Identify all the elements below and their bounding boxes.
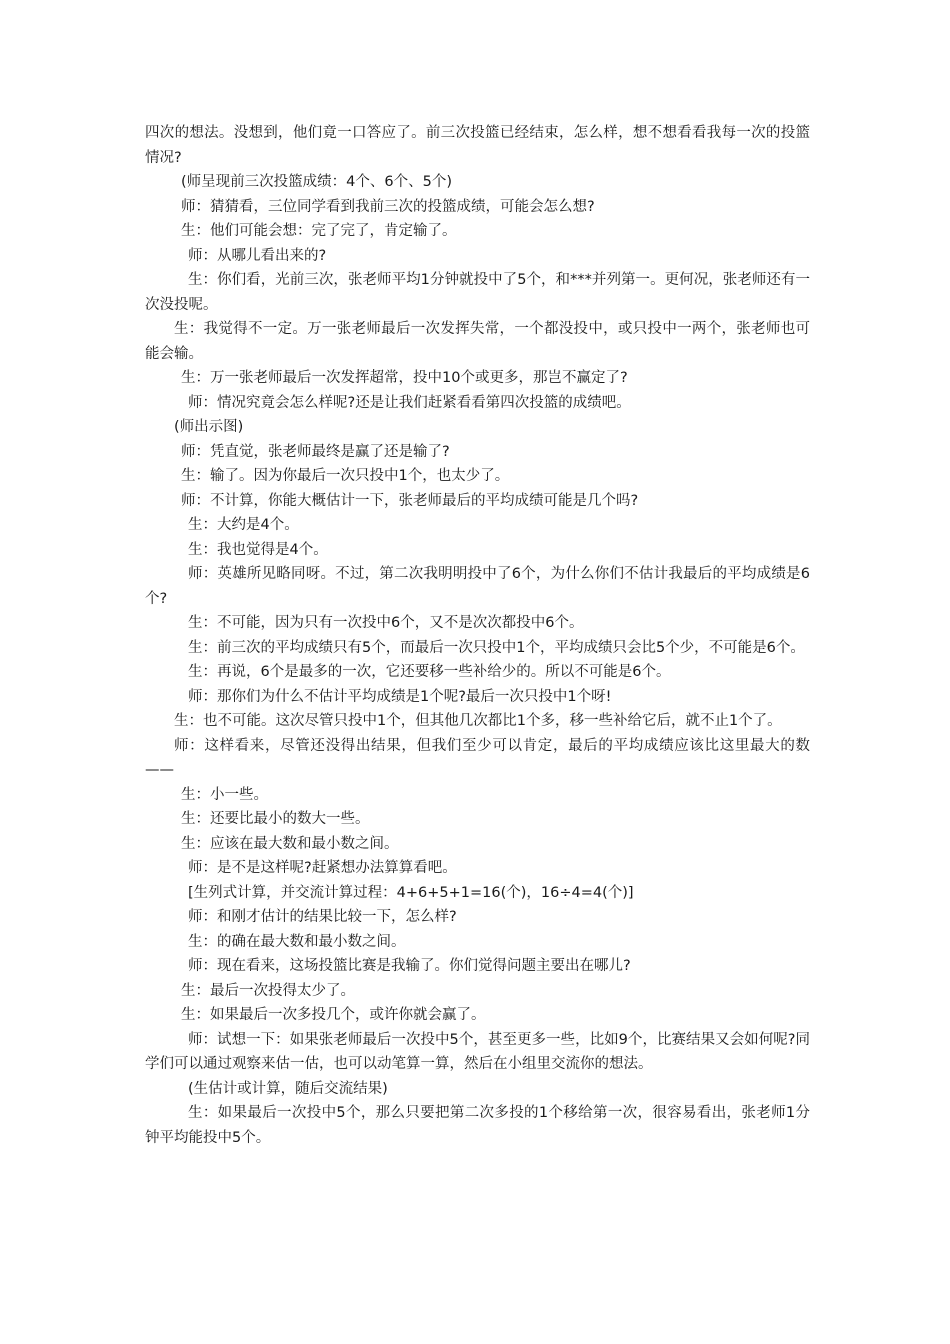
paragraph: 生：如果最后一次投中5个，那么只要把第二次多投的1个移给第一次，很容易看出，张老师1分钟平均能投中5个。 xyxy=(145,1105,810,1146)
paragraph: 生：大约是4个。 xyxy=(188,517,299,533)
paragraph: 生：应该在最大数和最小数之间。 xyxy=(181,835,399,852)
paragraph: 生：还要比最小的数大一些。 xyxy=(181,811,370,827)
paragraph: 生：输了。因为你最后一次只投中1个，也太少了。 xyxy=(181,468,510,484)
paragraph: 师：猜猜看，三位同学看到我前三次的投篮成绩，可能会怎么想? xyxy=(181,198,595,215)
paragraph: 生：如果最后一次多投几个，或许你就会赢了。 xyxy=(181,1007,486,1023)
paragraph: 生：我也觉得是4个。 xyxy=(188,541,328,558)
paragraph: 生：的确在最大数和最小数之间。 xyxy=(188,933,406,950)
paragraph: 师：英雄所见略同呀。不过，第二次我明明投中了6个，为什么你们不估计我最后的平均成绩是6个? xyxy=(145,566,810,607)
paragraph: (生估计或计算，随后交流结果) xyxy=(188,1080,388,1097)
paragraph: 师：那你们为什么不估计平均成绩是1个呢?最后一次只投中1个呀! xyxy=(188,688,612,705)
paragraph: 生：我觉得不一定。万一张老师最后一次发挥失常，一个都没投中，或只投中一两个，张老师也可能会输。 xyxy=(145,321,810,362)
paragraph: 师：情况究竟会怎么样呢?还是让我们赶紧看看第四次投篮的成绩吧。 xyxy=(188,394,631,411)
paragraph: 生：他们可能会想：完了完了，肯定输了。 xyxy=(181,223,457,239)
paragraph: 师：不计算，你能大概估计一下，张老师最后的平均成绩可能是几个吗? xyxy=(181,492,639,509)
paragraph: 师：凭直觉，张老师最终是赢了还是输了? xyxy=(181,443,450,460)
paragraph: 师：是不是这样呢?赶紧想办法算算看吧。 xyxy=(188,860,457,876)
paragraph: 生：前三次的平均成绩只有5个，而最后一次只投中1个，平均成绩只会比5个少，不可能是6个。 xyxy=(188,639,805,656)
paragraph: 生：万一张老师最后一次发挥超常，投中10个或更多，那岂不赢定了? xyxy=(181,370,628,386)
paragraph: 师：这样看来，尽管还没得出结果，但我们至少可以肯定，最后的平均成绩应该比这里最大的数—— xyxy=(145,737,810,778)
paragraph: 生：不可能，因为只有一次投中6个，又不是次次都投中6个。 xyxy=(188,615,584,631)
paragraph: 生：再说，6个是最多的一次，它还要移一些补给少的。所以不可能是6个。 xyxy=(188,664,671,680)
paragraph: (师呈现前三次投篮成绩：4个、6个、5个) xyxy=(181,174,452,190)
paragraph: 师：从哪儿看出来的? xyxy=(188,247,327,264)
paragraph: 四次的想法。没想到，他们竟一口答应了。前三次投篮已经结束，怎么样，想不想看看我每一次的投篮情况? xyxy=(145,125,810,166)
paragraph: 师：试想一下：如果张老师最后一次投中5个，甚至更多一些，比如9个，比赛结果又会如何呢?同学们可以通过观察来估一估，也可以动笔算一算，然后在小组里交流你的想法。 xyxy=(145,1031,810,1072)
document-body xyxy=(145,121,810,1150)
paragraph: 生：最后一次投得太少了。 xyxy=(181,982,355,999)
paragraph: 生：小一些。 xyxy=(181,786,268,803)
paragraph: 师：现在看来，这场投篮比赛是我输了。你们觉得问题主要出在哪儿? xyxy=(188,958,631,974)
paragraph: 生：也不可能。这次尽管只投中1个，但其他几次都比1个多，移一些补给它后，就不止1个了。 xyxy=(174,713,782,729)
paragraph: 生：你们看，光前三次，张老师平均1分钟就投中了5个，和***并列第一。更何况，张老师还有一次没投呢。 xyxy=(145,272,810,313)
paragraph: 师：和刚才估计的结果比较一下，怎么样? xyxy=(188,909,457,925)
paragraph: (师出示图) xyxy=(174,419,244,435)
paragraph: [生列式计算，并交流计算过程：4+6+5+1=16(个)，16÷4=4(个)] xyxy=(188,884,634,901)
